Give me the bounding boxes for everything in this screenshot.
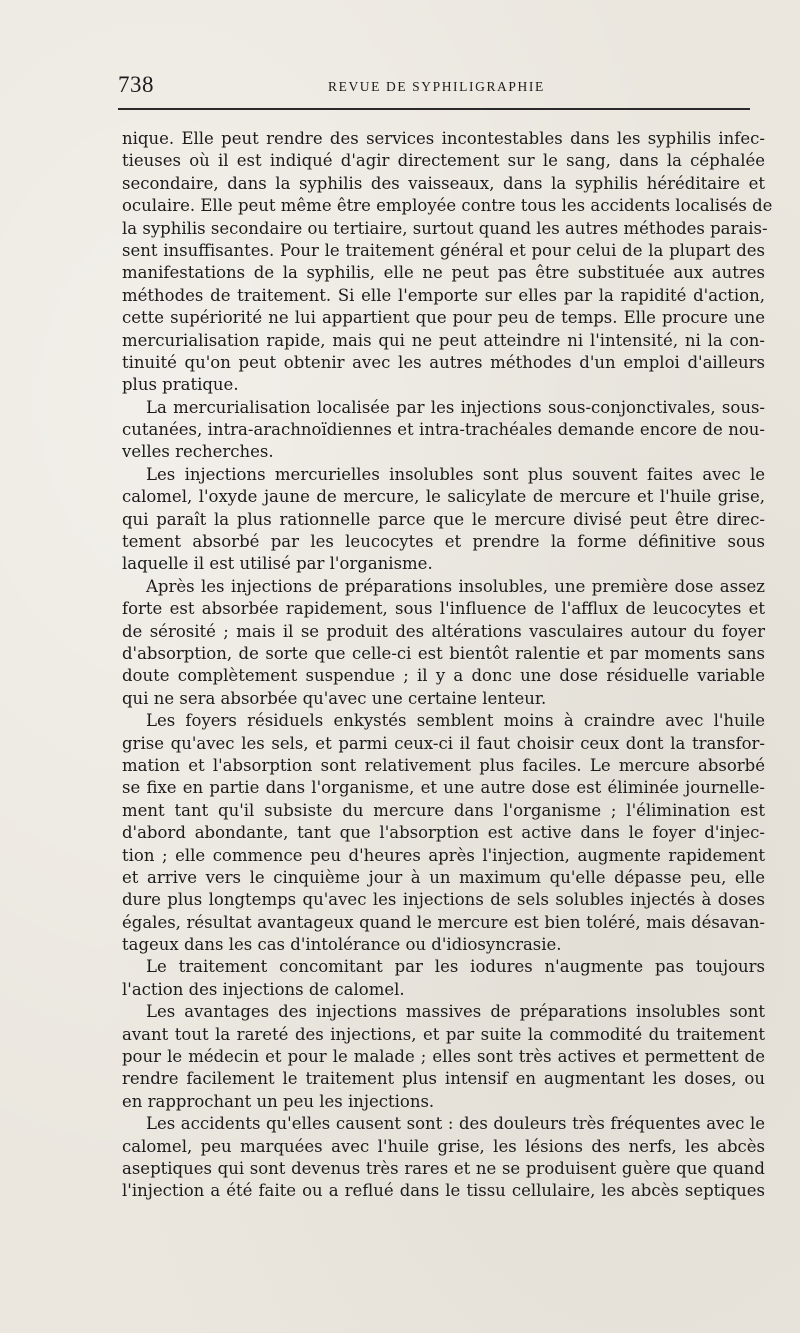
text-line: Après les injections de préparations insolubles, une première dose assez [146,576,765,596]
text-line: secondaire, dans la syphilis des vaisseaux, dans la syphilis héréditaire et [122,173,765,193]
text-line: plus pratique. [122,375,239,395]
text-line: l'action des injections de calomel. [122,979,405,999]
text-line: avant tout la rareté des injections, et par suite la commodité du traitement [122,1024,765,1044]
text-line: mation et l'absorption sont relativement plus faciles. Le mercure absorbé [122,755,765,775]
text-line: calomel, peu marquées avec l'huile grise, les lésions des nerfs, les abcès [122,1136,765,1156]
text-line: Les injections mercurielles insolubles sont plus souvent faites avec le [146,464,765,484]
text-line: et arrive vers le cinquième jour à un maximum qu'elle dépasse peu, elle [122,867,765,887]
running-title: REVUE DE SYPHILIGRAPHIE [328,79,545,94]
text-line: forte est absorbée rapidement, sous l'influence de l'afflux de leucocytes et [122,599,765,619]
text-line: tinuité qu'on peut obtenir avec les autres méthodes d'un emploi d'ailleurs [122,352,765,372]
text-line: sent insuffisantes. Pour le traitement général et pour celui de la plupart des [122,240,765,260]
text-line: Les accidents qu'elles causent sont : des douleurs très fréquentes avec le [146,1114,765,1134]
text-line: en rapprochant un peu les injections. [122,1091,435,1111]
text-line: tieuses où il est indiqué d'agir directement sur le sang, dans la céphalée [122,151,765,171]
text-line: méthodes de traitement. Si elle l'emporte sur elles par la rapidité d'action, [122,285,765,305]
text-line: d'abord abondante, tant que l'absorption est active dans le foyer d'injec- [122,823,765,843]
text-line: Les avantages des injections massives de préparations insolubles sont [146,1002,765,1022]
text-line: se fixe en partie dans l'organisme, et une autre dose est éliminée journelle- [122,778,765,798]
text-line: oculaire. Elle peut même être employée contre tous les accidents localisés de [122,196,773,216]
text-line: la syphilis secondaire ou tertiaire, surtout quand les autres méthodes parais- [122,218,768,238]
text-line: d'absorption, de sorte que celle-ci est bientôt ralentie et par moments sans [122,643,765,663]
text-line: tement absorbé par les leucocytes et prendre la forme définitive sous [122,532,765,552]
text-line: grise qu'avec les sels, et parmi ceux-ci il faut choisir ceux dont la transfor- [122,733,765,753]
text-line: doute complètement suspendue ; il y a donc une dose résiduelle variable [122,666,765,686]
text-line: cette supériorité ne lui appartient que pour peu de temps. Elle procure une [122,308,765,328]
text-line: rendre facilement le traitement plus intensif en augmentant les doses, ou [122,1069,765,1089]
header-rule [118,108,750,110]
text-line: tion ; elle commence peu d'heures après l'injection, augmente rapidement [122,845,765,865]
text-line: Les foyers résiduels enkystés semblent moins à craindre avec l'huile [146,711,765,731]
text-line: laquelle il est utilisé par l'organisme. [122,554,433,574]
text-line: Le traitement concomitant par les iodures n'augmente pas toujours [146,957,765,977]
text-line: qui ne sera absorbée qu'avec une certaine lenteur. [122,688,547,708]
body-text [122,128,773,1203]
text-line: cutanées, intra-arachnoïdiennes et intra-trachéales demande encore de nou- [122,420,765,440]
text-line: tageux dans les cas d'intolérance ou d'idiosyncrasie. [122,935,562,955]
text-line: égales, résultat avantageux quand le mercure est bien toléré, mais désavan- [122,912,765,932]
text-line: dure plus longtemps qu'avec les injections de sels solubles injectés à doses [122,890,765,910]
text-line: aseptiques qui sont devenus très rares et ne se produisent guère que quand [122,1158,765,1178]
text-line: mercurialisation rapide, mais qui ne peut atteindre ni l'intensité, ni la con- [122,330,765,350]
text-line: l'injection a été faite ou a reflué dans le tissu cellulaire, les abcès septiques [122,1181,765,1201]
text-line: nique. Elle peut rendre des services incontestables dans les syphilis infec- [122,129,765,148]
text-line: ment tant qu'il subsiste du mercure dans l'organisme ; l'élimination est [122,800,765,820]
text-line: calomel, l'oxyde jaune de mercure, le salicylate de mercure et l'huile grise, [122,487,765,507]
text-line: manifestations de la syphilis, elle ne peut pas être substituée aux autres [122,263,765,283]
text-line: velles recherches. [122,442,274,462]
page-header [118,70,750,102]
text-line: qui paraît la plus rationnelle parce que le mercure divisé peut être direc- [122,509,765,529]
text-line: de sérosité ; mais il se produit des altérations vasculaires autour du foyer [122,621,765,641]
text-line: pour le médecin et pour le malade ; elles sont très actives et permettent de [122,1047,765,1067]
page-number: 738 [118,72,154,97]
text-line: La mercurialisation localisée par les injections sous-conjonctivales, sous- [146,397,765,417]
